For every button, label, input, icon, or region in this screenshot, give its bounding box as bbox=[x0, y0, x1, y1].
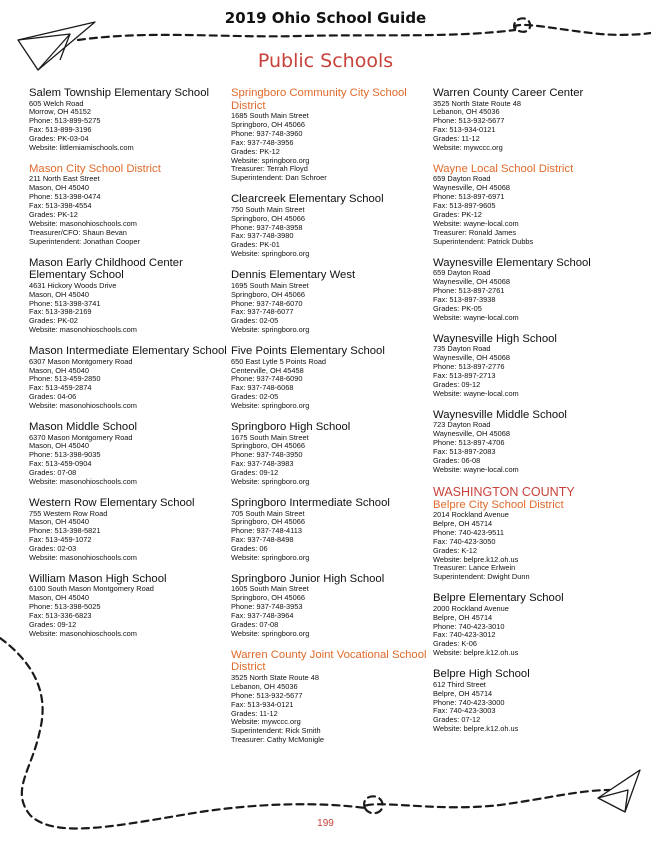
entry-detail-line: Fax: 513-934-0121 bbox=[231, 699, 294, 709]
entry-detail-line: 1685 South Main Street bbox=[231, 111, 309, 120]
entry-detail-line: Phone: 513-897-2776 bbox=[433, 361, 505, 371]
entry-detail-line: Springboro, OH 45066 bbox=[231, 517, 305, 527]
guide-title: 2019 Ohio School Guide bbox=[224, 9, 427, 27]
entry-detail-line: Grades: PK-05 bbox=[433, 303, 482, 313]
entry-detail-line: Phone: 740-423-3010 bbox=[433, 621, 505, 631]
entry-detail-line: Superintendent: Dan Schroer bbox=[231, 173, 327, 183]
entry-detail-line: Website: springboro.org bbox=[231, 325, 310, 335]
school-name: Waynesville High School bbox=[433, 332, 557, 345]
listing-column-3 bbox=[433, 87, 633, 744]
school-name: Mason Early Childhood Center Elementary School bbox=[29, 256, 183, 282]
school-entry bbox=[29, 573, 229, 639]
entry-detail-line: Website: littlemiamischools.com bbox=[29, 143, 134, 153]
entry-detail-line: Grades: K-06 bbox=[433, 639, 477, 649]
school-name: Salem Township Elementary School bbox=[29, 87, 210, 99]
entry-detail-line: 659 Dayton Road bbox=[433, 174, 491, 184]
school-entry bbox=[29, 257, 229, 335]
entry-detail-line: Fax: 937-748-3964 bbox=[231, 611, 294, 621]
entry-detail-line: 211 North East Street bbox=[29, 174, 100, 184]
school-entry bbox=[231, 573, 431, 639]
entry-detail-line: Grades: 02-05 bbox=[231, 392, 279, 402]
district-name: Wayne Local School District bbox=[433, 162, 574, 175]
entry-detail-line: Fax: 740-423-3050 bbox=[433, 536, 496, 546]
district-name: Mason City School District bbox=[29, 162, 161, 175]
entry-detail-line: Grades: 07-12 bbox=[433, 715, 481, 725]
entry-detail-line: Phone: 937-748-6070 bbox=[231, 298, 303, 308]
entry-detail-line: 2014 Rockland Avenue bbox=[433, 510, 509, 519]
entry-detail-line: Mason, OH 45040 bbox=[29, 365, 89, 375]
entry-detail-line: 650 East Lytle 5 Points Road bbox=[231, 356, 327, 366]
entry-detail-line: Website: wayne-local.com bbox=[433, 464, 519, 474]
entry-detail-line: Springboro, OH 45066 bbox=[231, 213, 305, 223]
entry-detail-line: Fax: 740-423-3003 bbox=[433, 706, 496, 716]
district-name: Warren County Joint Vocational School District bbox=[231, 648, 427, 674]
school-name: Five Points Elementary School bbox=[231, 345, 385, 358]
entry-detail-line: Grades: 02-05 bbox=[231, 316, 279, 326]
entry-detail-line: Fax: 937-748-3983 bbox=[231, 459, 294, 469]
entry-detail-line: Superintendent: Patrick Dubbs bbox=[433, 236, 534, 246]
district-entry bbox=[433, 163, 633, 247]
school-name: Belpre Elementary School bbox=[433, 592, 564, 605]
entry-detail-line: 612 Third Street bbox=[433, 679, 486, 689]
district-entry bbox=[231, 649, 431, 745]
entry-detail-line: Fax: 937-748-6068 bbox=[231, 383, 294, 393]
school-name: Warren County Career Center bbox=[433, 87, 584, 99]
section-title: Public Schools bbox=[257, 50, 394, 72]
entry-detail-line: Website: mywccc.org bbox=[433, 143, 503, 153]
entry-detail-line: Grades: PK-12 bbox=[433, 210, 482, 220]
school-name: Waynesville Middle School bbox=[433, 408, 567, 421]
entry-detail-line: Phone: 513-897-6971 bbox=[433, 192, 505, 202]
entry-detail-line: Website: masonohioschools.com bbox=[29, 401, 137, 411]
entry-detail-line: Mason, OH 45040 bbox=[29, 183, 89, 193]
school-entry bbox=[433, 87, 633, 153]
school-entry bbox=[29, 87, 229, 153]
entry-detail-line: Website: springboro.org bbox=[231, 249, 310, 259]
entry-detail-line: Phone: 513-897-4706 bbox=[433, 437, 505, 447]
entry-detail-line: Fax: 513-336-6823 bbox=[29, 611, 92, 621]
entry-detail-line: Phone: 937-748-6090 bbox=[231, 374, 303, 384]
entry-detail-line: Phone: 513-398-0474 bbox=[29, 192, 101, 202]
entry-detail-line: 2000 Rockland Avenue bbox=[433, 603, 509, 613]
district-name: Springboro Community City School District bbox=[231, 87, 407, 112]
entry-detail-line: Phone: 513-932-5677 bbox=[433, 116, 505, 126]
entry-detail-line: Superintendent: Dwight Dunn bbox=[433, 572, 530, 582]
entry-detail-line: Springboro, OH 45066 bbox=[231, 119, 305, 129]
entry-detail-line: Phone: 513-897-2761 bbox=[433, 286, 505, 295]
entry-detail-line: Grades: 09-12 bbox=[29, 620, 77, 630]
entry-detail-line: Springboro, OH 45066 bbox=[231, 593, 305, 603]
entry-detail-line: Waynesville, OH 45068 bbox=[433, 428, 510, 438]
school-name: Waynesville Elementary School bbox=[433, 256, 591, 269]
school-name: Clearcreek Elementary School bbox=[231, 193, 384, 206]
entry-detail-line: Fax: 513-897-2713 bbox=[433, 370, 496, 380]
entry-detail-line: Mason, OH 45040 bbox=[29, 441, 89, 451]
entry-detail-line: Grades: 06-08 bbox=[433, 455, 481, 465]
school-entry bbox=[433, 668, 633, 734]
school-entry bbox=[433, 257, 633, 323]
school-entry bbox=[231, 421, 431, 487]
entry-detail-line: Grades: 11-12 bbox=[231, 708, 278, 718]
entry-detail-line: Treasurer: Cathy McMonigle bbox=[231, 735, 324, 745]
entry-detail-line: 705 South Main Street bbox=[231, 508, 305, 518]
entry-detail-line: 6307 Mason Montgomery Road bbox=[29, 356, 133, 366]
school-entry bbox=[433, 409, 633, 475]
entry-detail-line: Grades: PK-03-04 bbox=[29, 134, 89, 144]
entry-detail-line: Website: masonohioschools.com bbox=[29, 477, 137, 487]
entry-detail-line: Fax: 513-897-9605 bbox=[433, 201, 496, 211]
entry-detail-line: Website: masonohioschools.com bbox=[29, 628, 137, 638]
entry-detail-line: Belpre, OH 45714 bbox=[433, 518, 493, 528]
entry-detail-line: Belpre, OH 45714 bbox=[433, 688, 493, 698]
entry-detail-line: Belpre, OH 45714 bbox=[433, 612, 493, 622]
entry-detail-line: Website: masonohioschools.com bbox=[29, 553, 137, 563]
entry-detail-line: Mason, OH 45040 bbox=[29, 593, 89, 603]
entry-detail-line: Website: mywccc.org bbox=[231, 717, 301, 727]
entry-detail-line: Website: masonohioschools.com bbox=[29, 325, 137, 335]
school-name: Springboro Junior High School bbox=[231, 572, 385, 585]
entry-detail-line: Website: springboro.org bbox=[231, 477, 310, 487]
school-name: Western Row Elementary School bbox=[29, 497, 195, 509]
district-entry bbox=[231, 87, 431, 183]
entry-detail-line: Grades: PK-12 bbox=[231, 146, 280, 156]
entry-detail-line: Phone: 513-398-3741 bbox=[29, 298, 101, 308]
entry-detail-line: Waynesville, OH 45068 bbox=[433, 277, 510, 287]
entry-detail-line: Grades: 07-08 bbox=[29, 468, 77, 478]
entry-detail-line: Phone: 937-748-3950 bbox=[231, 450, 303, 460]
entry-detail-line: Phone: 513-398-5025 bbox=[29, 602, 101, 612]
entry-detail-line: Treasurer: Ronald James bbox=[433, 227, 517, 237]
entry-detail-line: 735 Dayton Road bbox=[433, 344, 491, 354]
entry-detail-line: 3525 North State Route 48 bbox=[231, 672, 319, 682]
entry-detail-line: Treasurer/CFO: Shaun Bevan bbox=[29, 227, 127, 237]
entry-detail-line: Fax: 513-459-0904 bbox=[29, 459, 92, 469]
entry-detail-line: Fax: 513-459-2874 bbox=[29, 383, 92, 393]
entry-detail-line: Lebanon, OH 45036 bbox=[231, 681, 298, 691]
entry-detail-line: Fax: 513-899-3196 bbox=[29, 125, 92, 135]
entry-detail-line: Mason, OH 45040 bbox=[29, 517, 89, 527]
entry-detail-line: Fax: 513-398-4554 bbox=[29, 201, 92, 211]
entry-detail-line: Fax: 937-748-3980 bbox=[231, 231, 294, 241]
entry-detail-line: Grades: 04-06 bbox=[29, 392, 77, 402]
school-name: Springboro Intermediate School bbox=[231, 497, 390, 509]
entry-detail-line: Website: masonohioschools.com bbox=[29, 218, 137, 228]
school-entry bbox=[433, 592, 633, 658]
entry-detail-line: Waynesville, OH 45068 bbox=[433, 353, 510, 363]
entry-detail-line: Grades: K-12 bbox=[433, 545, 477, 555]
entry-detail-line: Mason, OH 45040 bbox=[29, 289, 89, 299]
entry-detail-line: Superintendent: Rick Smith bbox=[231, 726, 321, 736]
entry-detail-line: Grades: PK-01 bbox=[231, 240, 280, 250]
entry-detail-line: Phone: 740-423-3000 bbox=[433, 697, 505, 707]
entry-detail-line: Grades: 07-08 bbox=[231, 620, 279, 630]
school-entry bbox=[29, 497, 229, 563]
entry-detail-line: Website: belpre.k12.oh.us bbox=[433, 554, 519, 564]
entry-detail-line: Fax: 513-897-2083 bbox=[433, 446, 496, 456]
entry-detail-line: Phone: 740-423-9511 bbox=[433, 527, 504, 537]
listing-column-1 bbox=[29, 87, 229, 649]
entry-detail-line: Springboro, OH 45066 bbox=[231, 289, 305, 299]
entry-detail-line: Phone: 937-748-4113 bbox=[231, 526, 302, 536]
entry-detail-line: Website: springboro.org bbox=[231, 155, 310, 165]
entry-detail-line: Treasurer: Lance Erlwein bbox=[433, 563, 516, 573]
listing-column-2 bbox=[231, 87, 431, 755]
entry-detail-line: Website: wayne-local.com bbox=[433, 312, 519, 322]
entry-detail-line: Treasurer: Terrah Floyd bbox=[231, 164, 308, 174]
entry-detail-line: Morrow, OH 45152 bbox=[29, 107, 92, 117]
entry-detail-line: Phone: 937-748-3958 bbox=[231, 222, 303, 232]
entry-detail-line: 6100 South Mason Montgomery Road bbox=[29, 584, 154, 594]
school-entry bbox=[231, 497, 431, 563]
entry-detail-line: Waynesville, OH 45068 bbox=[433, 183, 510, 193]
entry-detail-line: Phone: 513-398-9035 bbox=[29, 450, 101, 460]
entry-detail-line: Fax: 937-748-6077 bbox=[231, 307, 294, 317]
entry-detail-line: Website: wayne-local.com bbox=[433, 388, 519, 398]
entry-detail-line: Grades: 11-12 bbox=[433, 134, 480, 144]
school-entry bbox=[231, 345, 431, 411]
district-entry bbox=[29, 163, 229, 247]
school-entry bbox=[231, 193, 431, 259]
entry-detail-line: 723 Dayton Road bbox=[433, 420, 491, 430]
entry-detail-line: Website: belpre.k12.oh.us bbox=[433, 648, 519, 658]
entry-detail-line: 605 Welch Road bbox=[29, 98, 84, 108]
school-name: Dennis Elementary West bbox=[231, 269, 356, 282]
entry-detail-line: Fax: 513-459-1072 bbox=[29, 535, 92, 545]
school-entry bbox=[29, 345, 229, 411]
school-name: Mason Intermediate Elementary School bbox=[29, 345, 227, 358]
entry-detail-line: 755 Western Row Road bbox=[29, 508, 108, 518]
page-number: 199 bbox=[317, 818, 334, 829]
entry-detail-line: Fax: 513-897-3938 bbox=[433, 294, 496, 304]
entry-detail-line: 4631 Hickory Woods Drive bbox=[29, 280, 117, 290]
entry-detail-line: Website: springboro.org bbox=[231, 628, 310, 638]
entry-detail-line: Fax: 513-934-0121 bbox=[433, 125, 496, 135]
entry-detail-line: 1675 South Main Street bbox=[231, 432, 309, 442]
entry-detail-line: Grades: 09-12 bbox=[433, 379, 481, 389]
entry-detail-line: Fax: 937-748-3956 bbox=[231, 137, 294, 147]
entry-detail-line: Grades: 09-12 bbox=[231, 468, 279, 478]
entry-detail-line: Fax: 937-748-8498 bbox=[231, 535, 294, 545]
school-name: Mason Middle School bbox=[29, 421, 138, 434]
entry-detail-line: 6370 Mason Montgomery Road bbox=[29, 432, 133, 442]
entry-detail-line: 3525 North State Route 48 bbox=[433, 98, 521, 108]
entry-detail-line: Phone: 937-748-3960 bbox=[231, 128, 303, 138]
entry-detail-line: Phone: 937-748-3953 bbox=[231, 602, 303, 612]
school-name: Belpre High School bbox=[433, 668, 530, 681]
entry-detail-line: Website: springboro.org bbox=[231, 401, 310, 411]
entry-detail-line: Lebanon, OH 45036 bbox=[433, 107, 500, 117]
school-entry bbox=[29, 421, 229, 487]
district-name: Belpre City School District bbox=[433, 498, 564, 511]
entry-detail-line: Phone: 513-459-2850 bbox=[29, 374, 101, 384]
entry-detail-line: 1695 South Main Street bbox=[231, 280, 309, 290]
entry-detail-line: Website: springboro.org bbox=[231, 553, 310, 563]
entry-detail-line: 750 South Main Street bbox=[231, 204, 305, 214]
entry-detail-line: 1605 South Main Street bbox=[231, 584, 309, 594]
school-entry bbox=[433, 333, 633, 399]
entry-detail-line: Superintendent: Jonathan Cooper bbox=[29, 236, 140, 246]
entry-detail-line: Springboro, OH 45066 bbox=[231, 441, 305, 451]
school-name: Springboro High School bbox=[231, 421, 351, 434]
entry-detail-line: Fax: 513-398-2169 bbox=[29, 307, 92, 317]
entry-detail-line: Grades: 02-03 bbox=[29, 544, 77, 554]
entry-detail-line: Website: wayne-local.com bbox=[433, 218, 519, 228]
entry-detail-line: Phone: 513-398-5821 bbox=[29, 526, 101, 536]
district-entry bbox=[433, 485, 633, 583]
school-name: William Mason High School bbox=[29, 572, 167, 585]
entry-detail-line: Website: belpre.k12.oh.us bbox=[433, 724, 519, 734]
entry-detail-line: Phone: 513-899-5275 bbox=[29, 116, 101, 126]
entry-detail-line: 659 Dayton Road bbox=[433, 268, 491, 278]
entry-detail-line: Phone: 513-932-5677 bbox=[231, 690, 303, 700]
entry-detail-line: Grades: 06 bbox=[231, 544, 268, 554]
entry-detail-line: Grades: PK-12 bbox=[29, 210, 78, 220]
school-entry bbox=[231, 269, 431, 335]
entry-detail-line: Centerville, OH 45458 bbox=[231, 365, 304, 375]
entry-detail-line: Grades: PK-02 bbox=[29, 316, 78, 326]
county-heading: WASHINGTON COUNTY bbox=[433, 484, 575, 499]
entry-detail-line: Fax: 740-423-3012 bbox=[433, 630, 496, 640]
